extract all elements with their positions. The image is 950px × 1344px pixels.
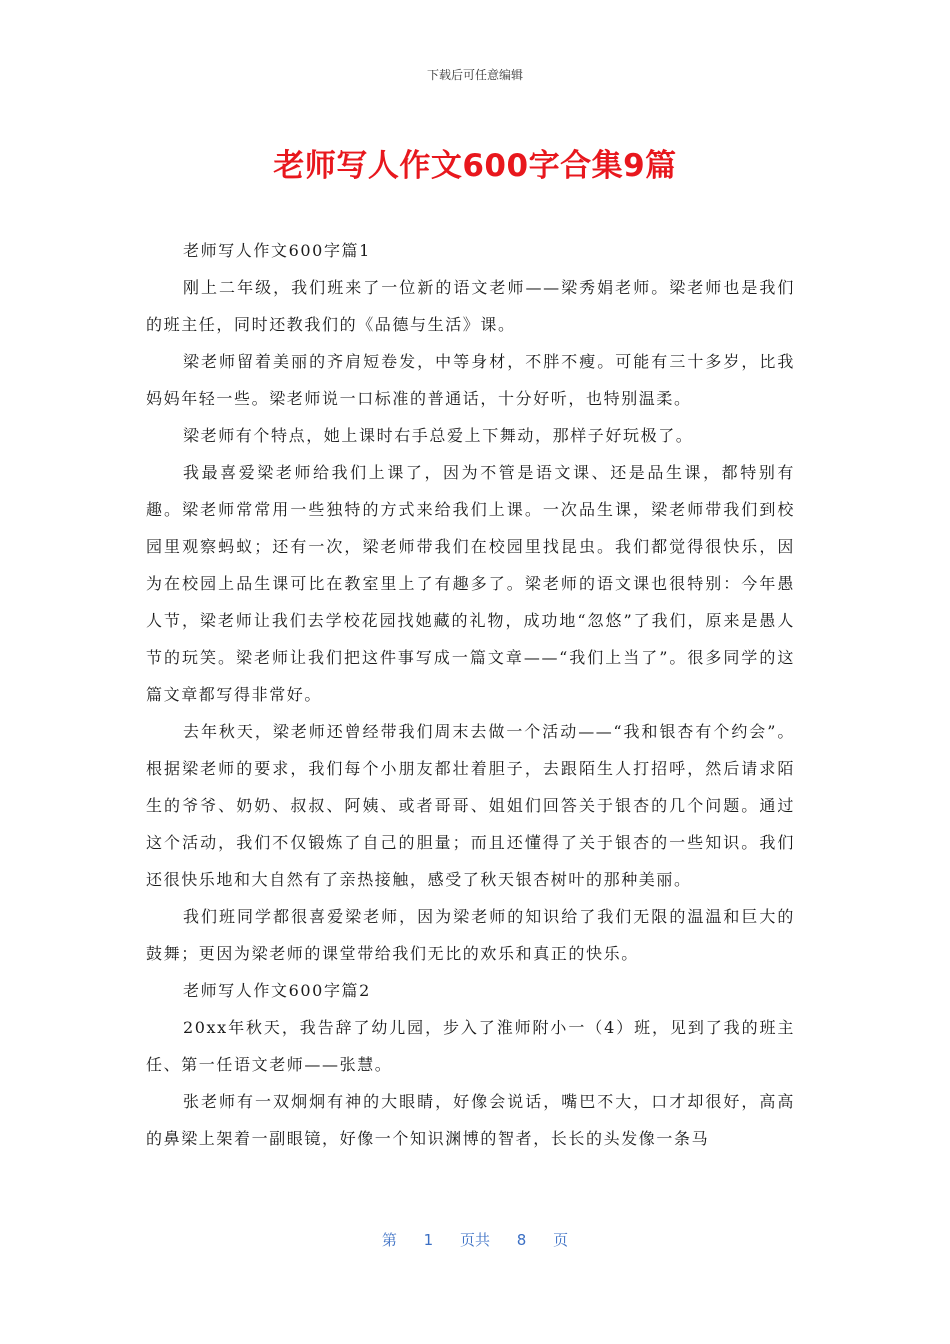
article-body — [146, 232, 795, 1157]
paragraph: 梁老师留着美丽的齐肩短卷发，中等身材，不胖不瘦。可能有三十多岁，比我妈妈年轻一些。梁老师说一口标准的普通话，十分好听，也特别温柔。 — [146, 352, 795, 408]
footer-current-page: 1 — [423, 1231, 434, 1249]
footer-middle: 页共 — [459, 1231, 490, 1249]
document-title: 老师写人作文600字合集9篇 — [273, 148, 677, 184]
page-header-note: 下载后可任意编辑 — [426, 68, 523, 82]
footer-prefix: 第 — [381, 1231, 397, 1249]
paragraph: 我们班同学都很喜爱梁老师，因为梁老师的知识给了我们无限的温温和巨大的鼓舞；更因为梁老师的课堂带给我们无比的欢乐和真正的快乐。 — [146, 907, 795, 963]
paragraph: 我最喜爱梁老师给我们上课了，因为不管是语文课、还是品生课，都特别有趣。梁老师常常用一些独特的方式来给我们上课。一次品生课，梁老师带我们到校园里观察蚂蚁；还有一次，梁老师带我们在校园里找昆虫。我们都觉得很快乐，因为在校园上品生课可比在教室里上了有趣多了。梁老师的语文课也很特别：今年愚人节，梁老师让我们去学校花园找她藏的礼物，成功地“忽悠”了我们，原来是愚人节的玩笑。梁老师让我们把这件事写成一篇文章——“我们上当了”。很多同学的这篇文章都写得非常好。 — [146, 463, 795, 704]
paragraph: 刚上二年级，我们班来了一位新的语文老师——梁秀娟老师。梁老师也是我们的班主任，同时还教我们的《品德与生活》课。 — [146, 278, 795, 334]
footer-total-pages: 8 — [516, 1231, 527, 1249]
paragraph: 张老师有一双炯炯有神的大眼睛，好像会说话，嘴巴不大，口才却很好，高高的鼻梁上架着一副眼镜，好像一个知识渊博的智者，长长的头发像一条马 — [146, 1092, 795, 1148]
section-heading: 老师写人作文600字篇2 — [183, 981, 371, 1000]
paragraph: 梁老师有个特点，她上课时右手总爱上下舞动，那样子好玩极了。 — [183, 426, 694, 445]
page-footer — [0, 1229, 950, 1250]
footer-suffix: 页 — [553, 1231, 569, 1249]
paragraph: 20xx年秋天，我告辞了幼儿园，步入了淮师附小一（4）班，见到了我的班主任、第一任语文老师——张慧。 — [146, 1018, 795, 1074]
section-heading: 老师写人作文600字篇1 — [183, 241, 371, 260]
paragraph: 去年秋天，梁老师还曾经带我们周末去做一个活动——“我和银杏有个约会”。根据梁老师的要求，我们每个小朋友都壮着胆子，去跟陌生人打招呼，然后请求陌生的爷爷、奶奶、叔叔、阿姨、或者哥哥、姐姐们回答关于银杏的几个问题。通过这个活动，我们不仅锻炼了自己的胆量；而且还懂得了关于银杏的一些知识。我们还很快乐地和大自然有了亲热接触，感受了秋天银杏树叶的那种美丽。 — [146, 722, 795, 889]
